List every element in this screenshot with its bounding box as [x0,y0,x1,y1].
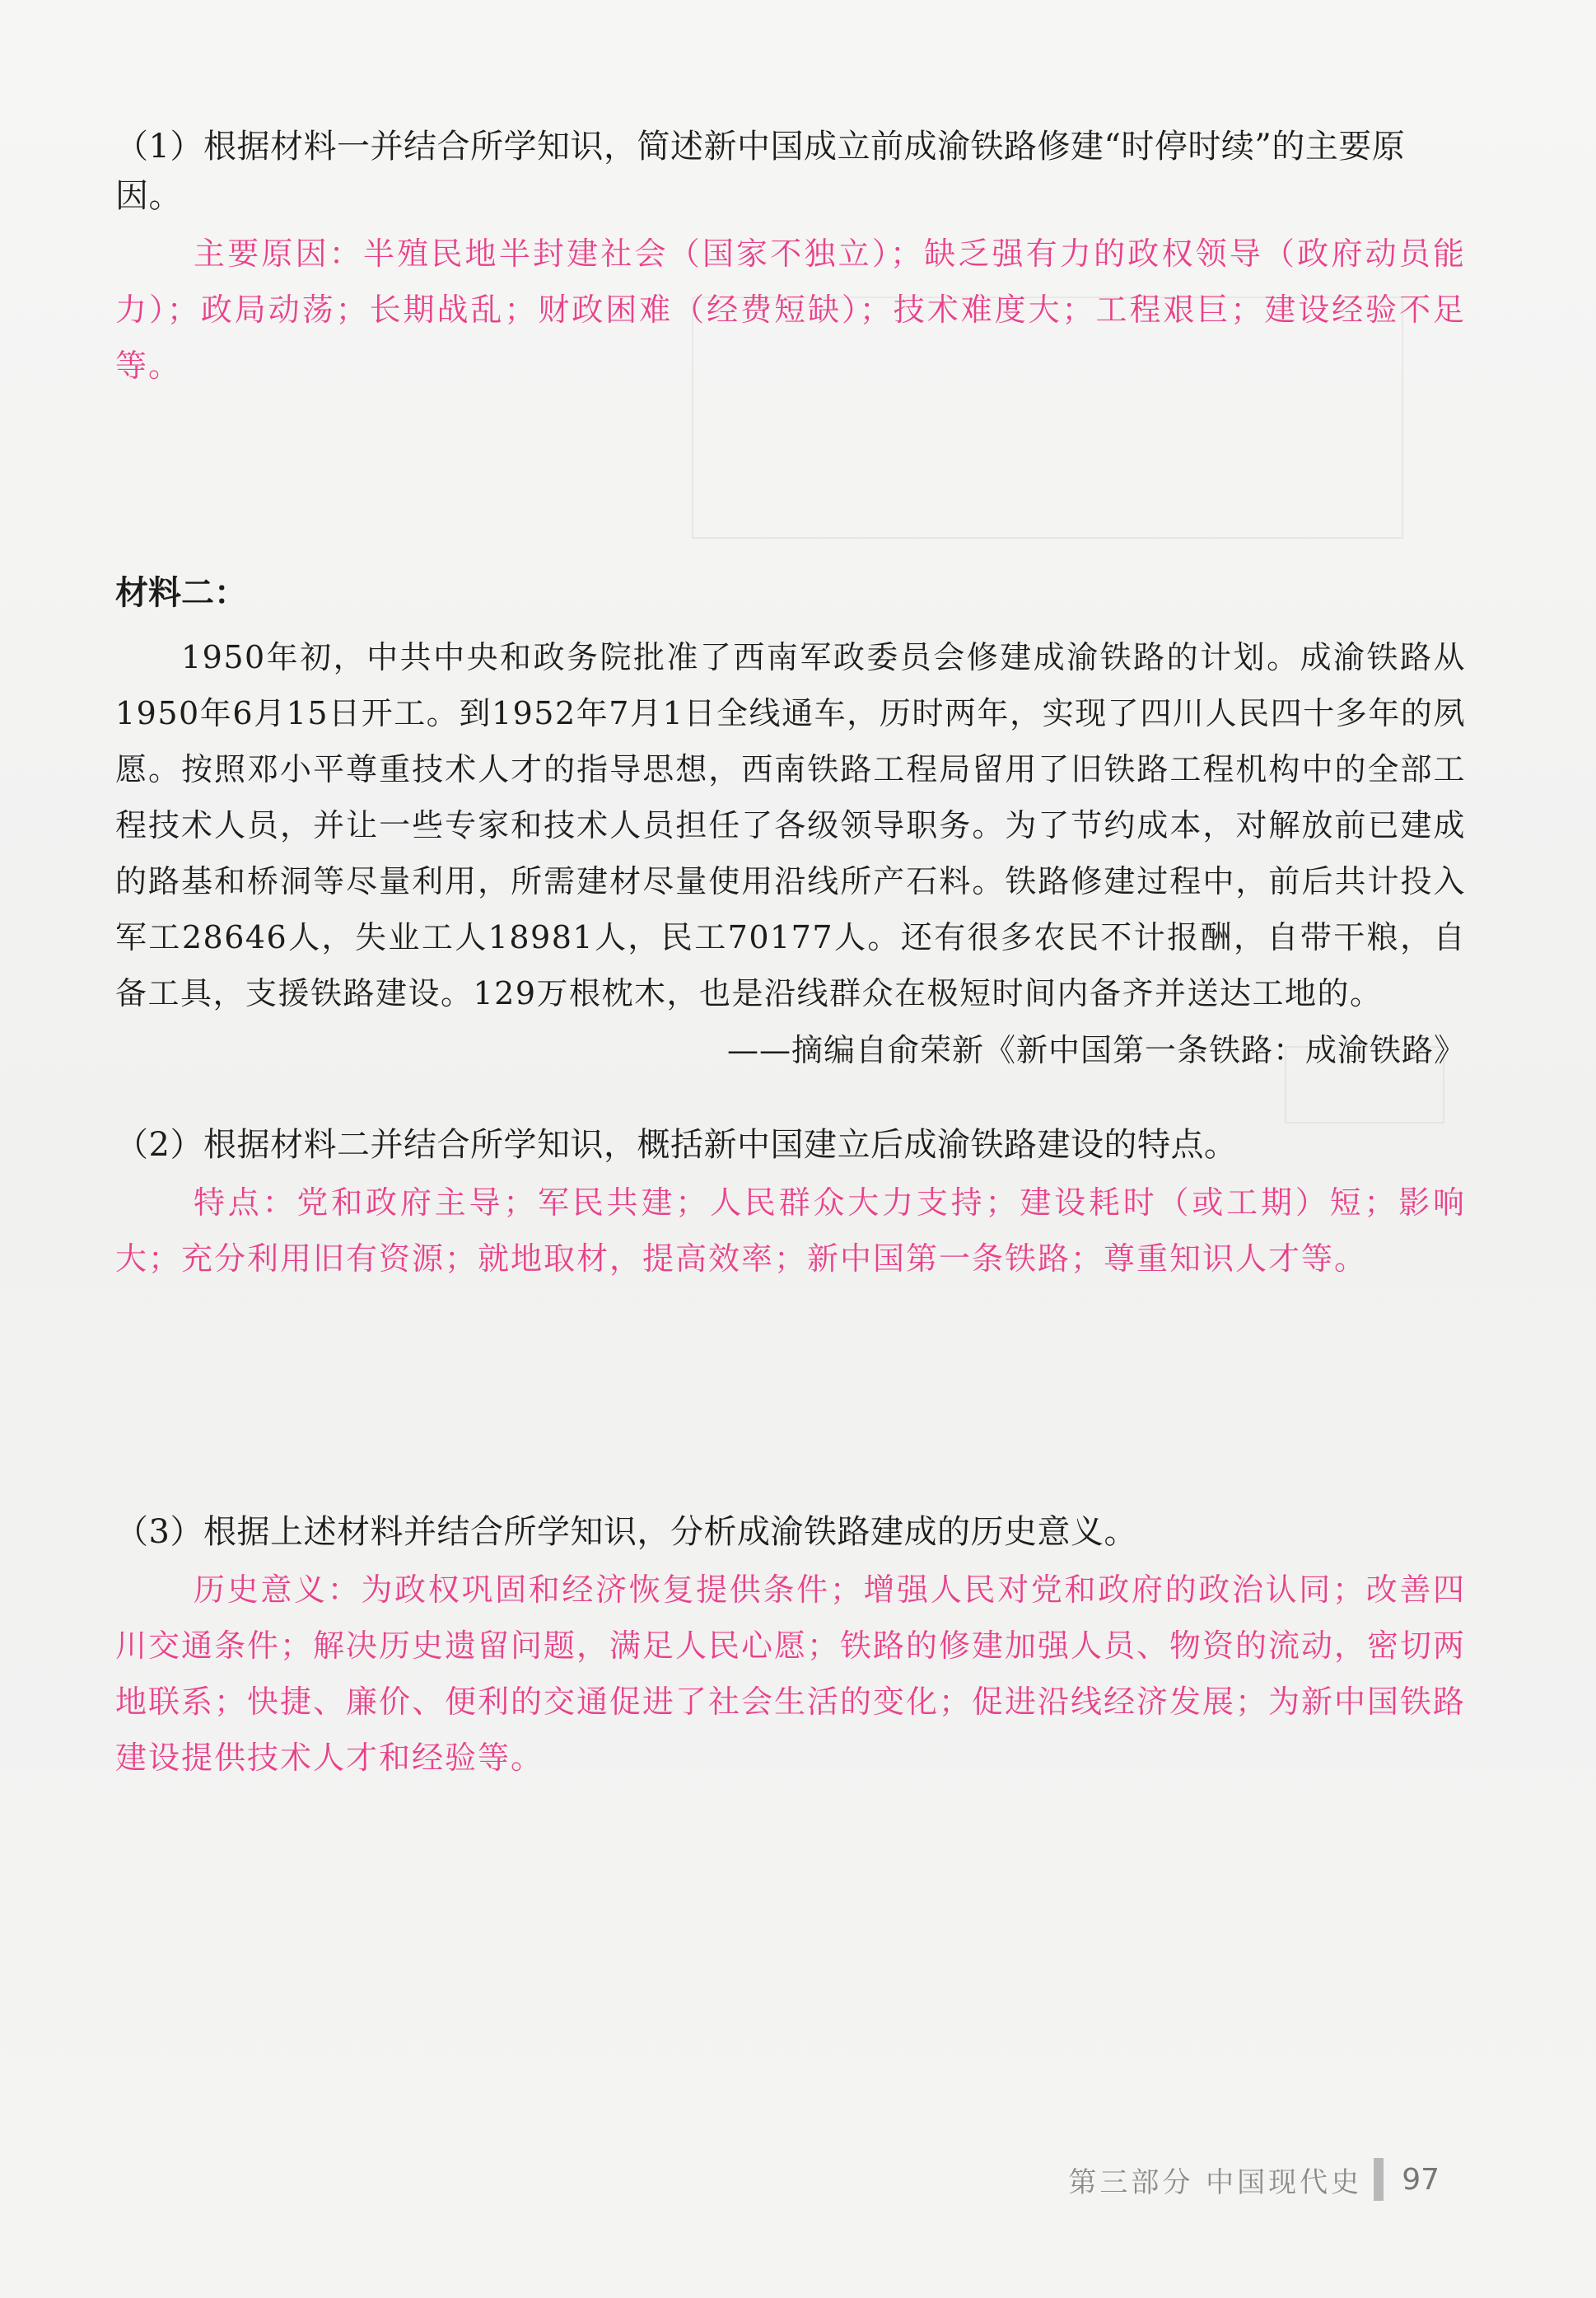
page-footer [1068,2158,1440,2201]
question-2-answer: 特点：党和政府主导；军民共建；人民群众大力支持；建设耗时（或工期）短；影响大；充分利用旧有资源；就地取材，提高效率；新中国第一条铁路；尊重知识人才等。 [115,1184,1466,1277]
question-3-text: （3）根据上述材料并结合所学知识，分析成渝铁路建成的历史意义。 [115,1513,1137,1551]
question-1-answer: 主要原因：半殖民地半封建社会（国家不独立）；缺乏强有力的政权领导（政府动员能力）；政局动荡；长期战乱；财政困难（经费短缺）；技术难度大；工程艰巨；建设经验不足等。 [115,236,1466,384]
question-1-section [115,122,1466,394]
footer-section-title: 第三部分 中国现代史 [1068,2165,1363,2199]
material-2-body: 1950年初，中共中央和政务院批准了西南军政委员会修建成渝铁路的计划。成渝铁路从1950年6月15日开工。到1952年7月1日全线通车，历时两年，实现了四川人民四十多年的夙愿。按照邓小平尊重技术人才的指导思想，西南铁路工程局留用了旧铁路工程机构中的全部工程技术人员，并让一些专家和技术人员担任了各级领导职务。为了节约成本，对解放前已建成的路基和桥洞等尽量利用，所需建材尽量使用沿线所产石料。铁路修建过程中，前后共计投入军工28646人，失业工人18981人，民工70177人。还有很多农民不计报酬，自带干粮，自备工具，支援铁路建设。129万根枕木，也是沿线群众在极短时间内备齐并送达工地的。 [115,639,1466,1011]
material-2-heading: 材料二： [115,573,247,612]
material-2-section [115,568,1466,1077]
question-3-answer: 历史意义：为政权巩固和经济恢复提供条件；增强人民对党和政府的政治认同；改善四川交通条件；解决历史遗留问题，满足人民心愿；铁路的修建加强人员、物资的流动，密切两地联系；快捷、廉价、便利的交通促进了社会生活的变化；促进沿线经济发展；为新中国铁路建设提供技术人才和经验等。 [115,1572,1467,1776]
question-3-section [115,1507,1466,1786]
question-2-section [115,1120,1466,1287]
question-1-text: （1）根据材料一并结合所学知识，简述新中国成立前成渝铁路修建“时停时续”的主要原因。 [115,128,1406,215]
footer-divider-bar [1374,2158,1384,2201]
material-2-source: ——摘编自俞荣新《新中国第一条铁路：成渝铁路》 [726,1032,1466,1068]
question-2-text: （2）根据材料二并结合所学知识，概括新中国建立后成渝铁路建设的特点。 [115,1126,1238,1164]
page-number: 97 [1402,2162,1440,2197]
